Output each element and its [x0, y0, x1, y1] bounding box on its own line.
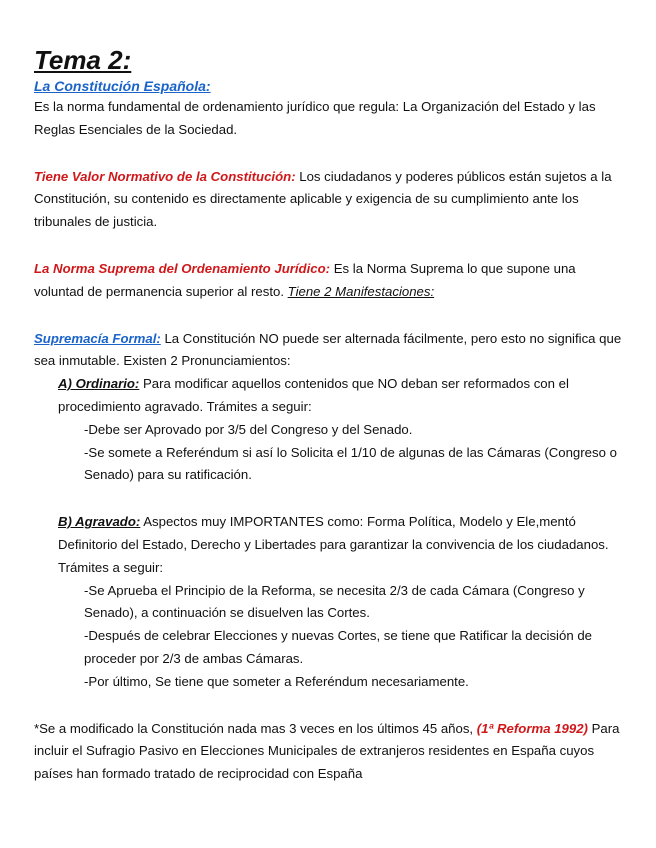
reform-note-text: *Se a modificado la Constitución nada mas 3 veces en los últimos 45 años, [34, 720, 477, 736]
agravado-heading: B) Agravado: [58, 514, 141, 530]
norma-suprema-text: Es la Norma Suprema lo que supone una voluntad de permanencia superior al resto. [34, 260, 576, 299]
page-title: Tema 2: [34, 45, 132, 75]
supremacia-formal-heading: Supremacía Formal: [34, 330, 161, 346]
reform-note-paragraph [34, 718, 624, 786]
reform-note-highlight: (1ª Reforma 1992) [476, 720, 588, 736]
valor-normativo-text: Los ciudadanos y poderes públicos están sujetos a la Constitución, su contenido es directamente aplicable y exigencia de su cumplimiento ante los tribunales de justicia. [34, 168, 612, 230]
valor-normativo-heading: Tiene Valor Normativo de la Constitución: [34, 168, 296, 184]
agravado-step: -Después de celebrar Elecciones y nuevas Cortes, se tiene que Ratificar la decisión de proceder por 2/3 de ambas Cámaras. [84, 628, 592, 666]
norma-suprema-paragraph [34, 258, 624, 304]
intro-paragraph: Es la norma fundamental de ordenamiento jurídico que regula: La Organización del Estado y las Reglas Esenciales de la Sociedad. [34, 99, 596, 137]
section-subtitle: La Constitución Española: [34, 78, 211, 94]
ordinario-step: -Debe ser Aprovado por 3/5 del Congreso y del Senado. [84, 421, 413, 437]
ordinario-paragraph [34, 373, 624, 419]
agravado-text: Aspectos muy IMPORTANTES como: Forma Política, Modelo y Ele,mentó Definitorio del Estado, Derecho y Libertades para garantizar la convivencia de los ciudadanos. Trámites a seguir: [58, 514, 609, 575]
agravado-step: -Por último, Se tiene que someter a Referéndum necesariamente. [84, 673, 469, 689]
document-page [34, 44, 624, 786]
supremacia-formal-text: La Constitución NO puede ser alternada fácilmente, pero esto no significa que sea inmutable. Existen 2 Pronunciamientos: [34, 330, 622, 369]
agravado-paragraph [34, 511, 624, 579]
ordinario-heading: A) Ordinario: [58, 376, 140, 392]
valor-normativo-paragraph [34, 166, 624, 234]
reform-note-detail: Para incluir el Sufragio Pasivo en Elecciones Municipales de extranjeros residentes en España cuyos países han formado tratado de reciprocidad con España [34, 720, 620, 782]
supremacia-formal-paragraph [34, 328, 624, 374]
agravado-step: -Se Aprueba el Principio de la Reforma, se necesita 2/3 de cada Cámara (Congreso y Senado), a continuación se disuelven las Cortes. [84, 582, 585, 621]
ordinario-text: Para modificar aquellos contenidos que NO deban ser reformados con el procedimiento agravado. Trámites a seguir: [58, 376, 569, 414]
ordinario-step: -Se somete a Referéndum si así lo Solicita el 1/10 de algunas de las Cámaras (Congreso o Senado) para su ratificación. [84, 444, 617, 483]
manifestaciones-label: Tiene 2 Manifestaciones: [287, 283, 435, 299]
norma-suprema-heading: La Norma Suprema del Ordenamiento Jurídico: [34, 260, 331, 276]
